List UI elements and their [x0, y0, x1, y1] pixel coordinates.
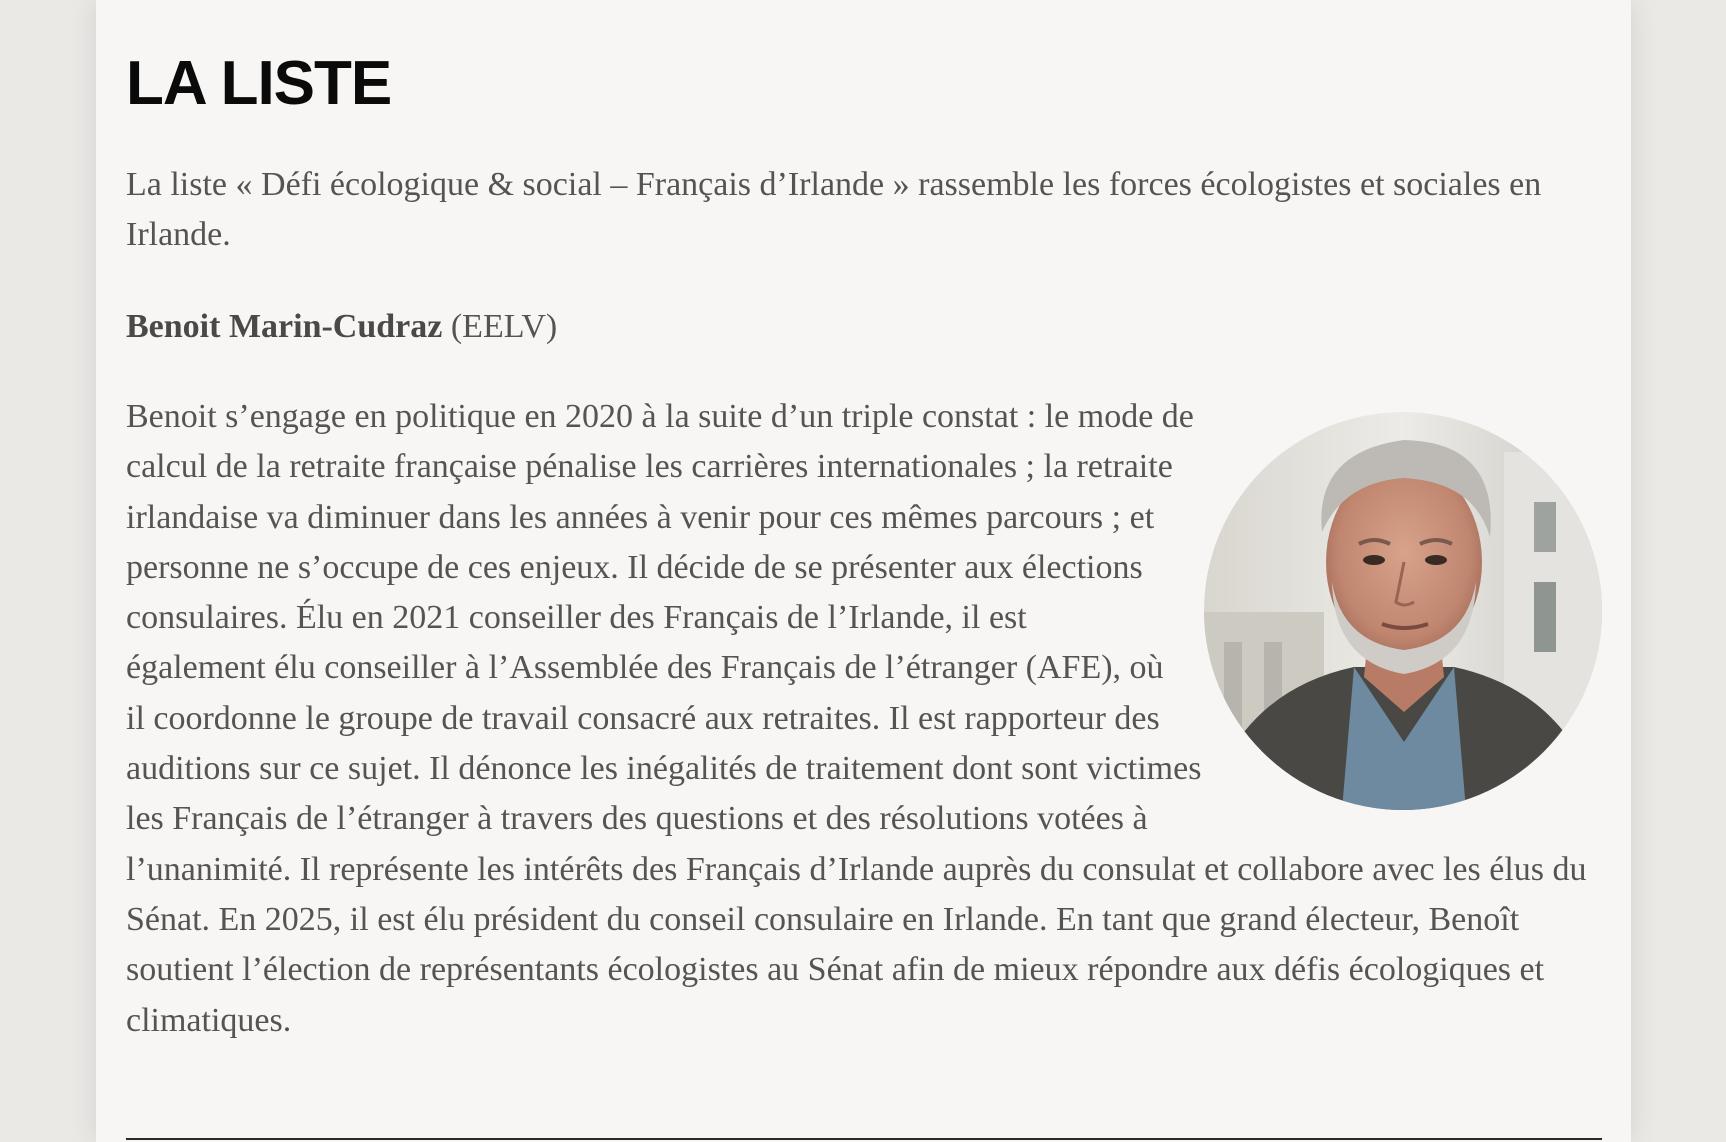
- article-card: [96, 0, 1631, 1142]
- intro-paragraph: La liste « Défi écologique & social – Français d’Irlande » rassemble les forces écologistes et sociales en Irlande.: [126, 166, 1542, 254]
- candidate-heading: [126, 302, 557, 352]
- candidate-portrait: [1204, 412, 1602, 810]
- candidate-bio-text: Benoit s’engage en politique en 2020 à la suite d’un triple constat : le mode de calcul de la retraite française pénalise les carrières internationales ; la retraite irlandaise va diminuer dans les années à venir pour ces mêmes parcours ; et personne ne s’occupe de ces enjeux. Il décide de se présenter aux élections consulaires. Élu en 2021 conseiller des Français de l’Irlande, il est également élu conseiller à l’Assemblée des Français de l’étranger (AFE), où il coordonne le groupe de travail consacré aux retraites. Il est rapporteur des auditions sur ce sujet. Il dénonce les inégalités de traitement dont sont victimes les Français de l’étranger à travers des questions et des résolutions votées à l’unanimité. Il représente les intérêts des Français d’Irlande auprès du consulat et collabore avec les élus du Sénat. En 2025, il est élu président du conseil consulaire en Irlande. En tant que grand électeur, Benoît soutient l’élection de représentants écologistes au Sénat afin de mieux répondre aux défis écologiques et climatiques.: [126, 398, 1587, 1039]
- candidate-name: Benoit Marin-Cudraz: [126, 308, 443, 345]
- candidate-bio-block: [126, 392, 1602, 1046]
- candidate-party: (EELV): [450, 308, 558, 345]
- section-divider: [126, 1138, 1602, 1140]
- portrait-image: [1204, 412, 1602, 810]
- section-title: LA LISTE: [126, 49, 392, 118]
